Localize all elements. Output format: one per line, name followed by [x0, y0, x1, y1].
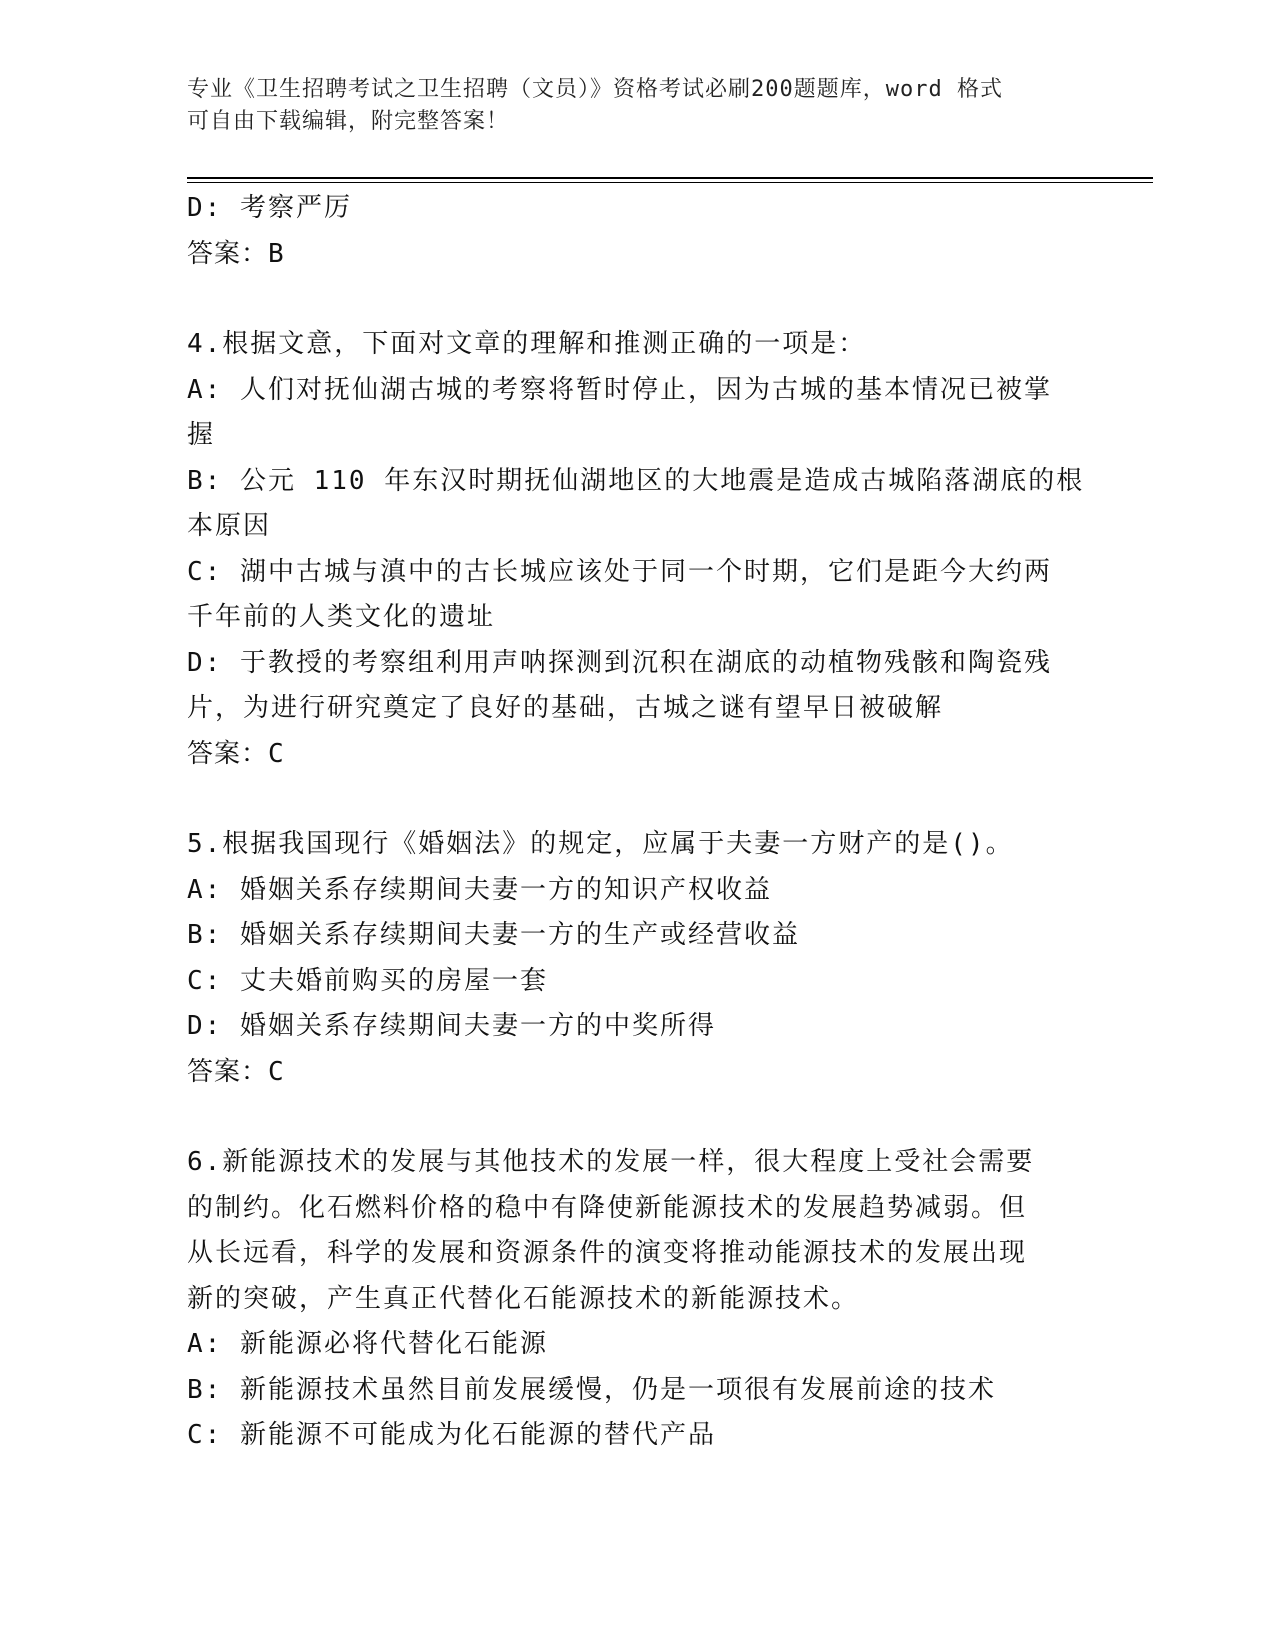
q4-option-c-line-1: C: 湖中古城与滇中的古长城应该处于同一个时期，它们是距今大约两 — [187, 556, 1052, 587]
q4-option-b-line-1: B: 公元 110 年东汉时期抚仙湖地区的大地震是造成古城陷落湖底的根 — [187, 465, 1085, 496]
q5-option-a: A: 婚姻关系存续期间夫妻一方的知识产权收益 — [187, 874, 772, 905]
q5-option-c: C: 丈夫婚前购买的房屋一套 — [187, 965, 548, 996]
q5-answer: 答案：C — [187, 1056, 285, 1087]
q4-option-b-line-2: 本原因 — [187, 511, 272, 541]
q4-option-d-line-1: D: 于教授的考察组利用声呐探测到沉积在湖底的动植物残骸和陶瓷残 — [187, 647, 1052, 678]
q6-option-b: B: 新能源技术虽然目前发展缓慢，仍是一项很有发展前途的技术 — [187, 1374, 996, 1405]
spacer — [187, 1095, 1087, 1140]
q6-stem-line-1: 6.新能源技术的发展与其他技术的发展一样，很大程度上受社会需要 — [187, 1147, 1035, 1177]
spacer — [187, 277, 1087, 322]
question-6 — [187, 1140, 1087, 1459]
header-rule-thick — [187, 177, 1153, 179]
q4-stem: 4.根据文意，下面对文章的理解和推测正确的一项是： — [187, 329, 867, 359]
q4-answer: 答案：C — [187, 738, 285, 769]
q5-option-b: B: 婚姻关系存续期间夫妻一方的生产或经营收益 — [187, 920, 800, 950]
q5-stem: 5.根据我国现行《婚姻法》的规定，应属于夫妻一方财产的是()。 — [187, 829, 1014, 859]
q4-option-d-line-2: 片，为进行研究奠定了良好的基础，古城之谜有望早日被破解 — [187, 693, 944, 723]
q4-option-a-line-1: A: 人们对抚仙湖古城的考察将暂时停止，因为古城的基本情况已被掌 — [187, 374, 1052, 405]
question-3-tail — [187, 186, 1087, 277]
q6-option-a: A: 新能源必将代替化石能源 — [187, 1329, 548, 1359]
q6-stem-line-3: 从长远看，科学的发展和资源条件的演变将推动能源技术的发展出现 — [187, 1238, 1028, 1268]
question-5 — [187, 822, 1087, 1095]
header-title-line-2: 可自由下载编辑，附完整答案！ — [187, 109, 510, 134]
q5-option-d: D: 婚姻关系存续期间夫妻一方的中奖所得 — [187, 1011, 716, 1041]
spacer — [187, 777, 1087, 822]
document-body — [187, 186, 1087, 1459]
header-rule-thin — [187, 182, 1153, 183]
header-title-line-1: 专业《卫生招聘考试之卫生招聘（文员）》资格考试必刷200题题库，word 格式 — [187, 77, 1003, 102]
page-header — [187, 74, 1067, 138]
q6-stem-line-2: 的制约。化石燃料价格的稳中有降使新能源技术的发展趋势减弱。但 — [187, 1192, 1028, 1223]
q6-option-c: C: 新能源不可能成为化石能源的替代产品 — [187, 1420, 716, 1450]
q4-option-c-line-2: 千年前的人类文化的遗址 — [187, 602, 496, 632]
question-4 — [187, 322, 1087, 777]
q3-option-d: D: 考察严厉 — [187, 193, 352, 223]
q4-option-a-line-2: 握 — [187, 420, 216, 450]
q3-answer: 答案：B — [187, 238, 285, 269]
q6-stem-line-4: 新的突破，产生真正代替化石能源技术的新能源技术。 — [187, 1283, 860, 1314]
